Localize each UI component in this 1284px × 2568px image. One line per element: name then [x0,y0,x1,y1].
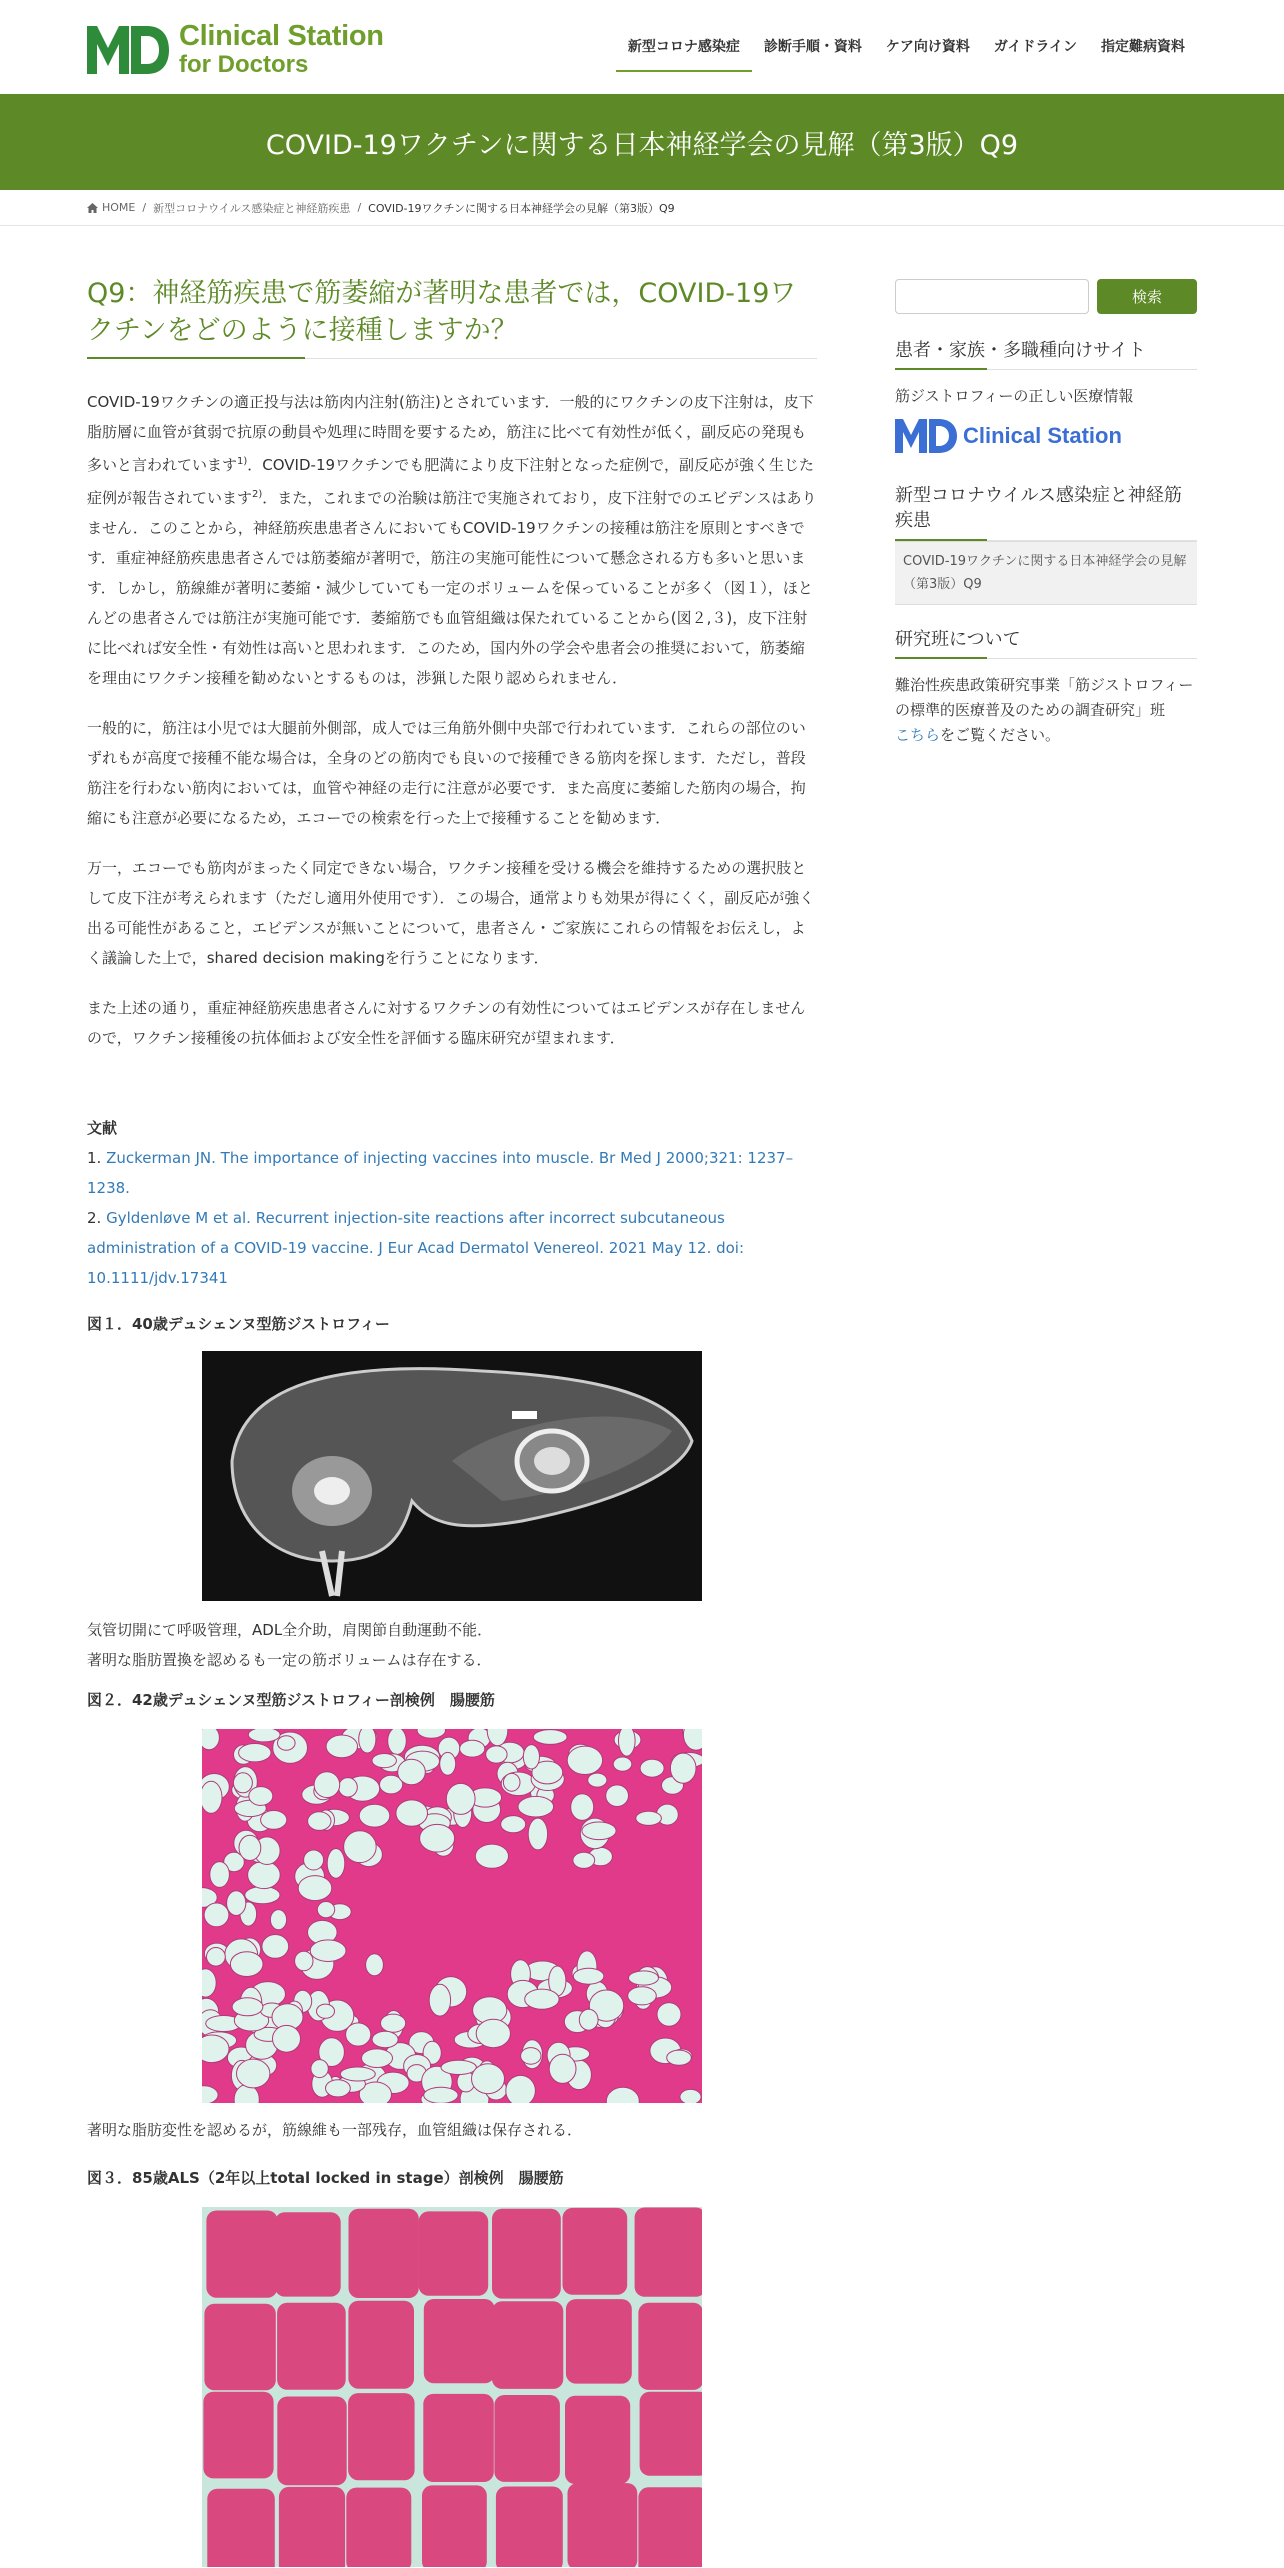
research-link-suffix: をご覧ください。 [940,725,1061,744]
sidebar-heading-patient-sites: 患者・家族・多職種向けサイト [895,338,1197,370]
md-logo-icon [87,26,169,74]
search-input[interactable] [895,279,1089,314]
sidebar-heading-covid: 新型コロナウイルス感染症と神経筋疾患 [895,483,1197,540]
search-form [895,279,1197,314]
nav-intractable[interactable]: 指定難病資料 [1101,39,1185,55]
reference-2-link[interactable]: Gyldenløve M et al. Recurrent injection-site reactions after incorrect subcutaneous administration of a COVID-19 vaccine. J Eur Acad Dermatol Venereol. 2021 May 12. doi: 10.1111/jdv.17341 [87,1208,745,1287]
paragraph-2: 一般的に，筋注は小児では大腿前外側部，成人では三角筋外側中央部で行われています．これらの部位のいずれもが高度で接種不能な場合は，全身のどの筋肉でも良いので接種できる筋肉を探します．ただし，普段筋注を行わない筋肉においては，血管や神経の走行に注意が必要です．また高度に萎縮した筋肉の場合，拘縮にも注意が必要になるため，エコーでの検索を行った上で接種することを勧めます． [87,718,806,827]
paragraph-1-part-b: ．COVID-19ワクチンでも肥満により皮下注射となった症例で，副反応が強く生じた症例が報告されています [87,455,814,507]
reference-2 [87,1203,817,1293]
clinical-station-banner[interactable] [895,419,1197,453]
figure-1-caption-2: 著明な脂肪置換を認めるも一定の筋ボリュームは存在する． [87,1650,492,1669]
figure-3-histology-image [202,2207,702,2567]
sidebar [895,279,1197,748]
reference-number: 1. [87,1148,102,1167]
research-description: 難治性疾患政策研究事業「筋ジストロフィーの標準的医療普及のための調査研究」班 [895,675,1194,719]
paragraph-4: また上述の通り，重症神経筋疾患患者さんに対するワクチンの有効性についてはエビデンスが存在しませんので，ワクチン接種後の抗体価および安全性を評価する臨床研究が望まれます． [87,998,806,1047]
site-header [0,0,1284,94]
nav-diagnosis[interactable]: 診断手順・資料 [763,39,862,55]
title-band [0,94,1284,190]
home-icon [87,203,98,213]
sidebar-text-research [895,673,1197,748]
logo-line1: Clinical Station [179,20,384,52]
breadcrumb-category[interactable]: 新型コロナウイルス感染症と神経筋疾患 [153,201,351,215]
reference-1 [87,1143,817,1203]
citation-2: 2) [252,488,263,500]
cs-logo-text: Clinical Station [963,423,1122,449]
sidebar-list-item-current[interactable]: COVID-19ワクチンに関する日本神経学会の見解（第3版）Q9 [895,541,1197,605]
sidebar-heading-research: 研究班について [895,627,1197,659]
breadcrumb-home[interactable]: HOME [102,201,136,214]
citation-1: 1) [237,455,248,467]
nav-guideline[interactable]: ガイドライン [993,39,1077,55]
logo-line2: for Doctors [179,51,309,78]
reference-number: 2. [87,1208,102,1227]
references-heading: 文献 [87,1118,118,1137]
paragraph-1-part-a: COVID-19ワクチンの適正投与法は筋肉内注射(筋注)とされています．一般的にワクチンの皮下注射は，皮下脂肪層に血管が貧弱で抗原の動員や処理に時間を要するため，筋注に比べて有効性が低く，副反応の発現も多いと言われています [87,392,814,474]
cs-md-logo-icon [895,419,957,453]
nav-covid[interactable]: 新型コロナ感染症 [616,22,752,72]
figure-3-title: 図３．85歳ALS（2年以上total locked in stage）剖検例 腸腰筋 [87,2168,564,2187]
figure-1-title: 図１．40歳デュシェンヌ型筋ジストロフィー [87,1314,390,1333]
site-logo[interactable] [87,22,384,77]
figure-2-histology-image [202,1729,702,2103]
paragraph-1 [87,387,817,693]
main-content [87,275,817,2567]
main-nav [616,22,1197,72]
breadcrumb-separator: / [357,201,362,214]
sidebar-text-muscular-dystrophy: 筋ジストロフィーの正しい医療情報 [895,387,1134,406]
figure-1-ct-image [202,1351,702,1601]
figure-2-title: 図２．42歳デュシェンヌ型筋ジストロフィー剖検例 腸腰筋 [87,1690,495,1709]
research-link[interactable]: こちら [895,725,941,744]
nav-care[interactable]: ケア向け資料 [885,39,970,55]
question-title: Q9：神経筋疾患で筋萎縮が著明な患者では，COVID-19ワクチンをどのように接種しますか？ [87,275,817,359]
figure-2-caption: 著明な脂肪変性を認めるが，筋線維も一部残存，血管組織は保存される． [87,2120,583,2139]
reference-1-link[interactable]: Zuckerman JN. The importance of injecting vaccines into muscle. Br Med J 2000;321: 1237–1238. [87,1148,794,1197]
breadcrumb-current: COVID-19ワクチンに関する日本神経学会の見解（第3版）Q9 [368,201,675,215]
search-button[interactable]: 検索 [1097,279,1197,314]
page-title: COVID-19ワクチンに関する日本神経学会の見解（第3版）Q9 [265,129,1019,161]
breadcrumb [0,190,1284,226]
figure-1-caption-1: 気管切開にて呼吸管理，ADL全介助，肩関節自動運動不能． [87,1620,493,1639]
paragraph-3: 万一，エコーでも筋肉がまったく同定できない場合，ワクチン接種を受ける機会を維持するための選択肢として皮下注が考えられます（ただし適用外使用です）．この場合，通常よりも効果が得にくく，副反応が強く出る可能性があること，エビデンスが無いことについて，患者さん・ご家族にこれらの情報をお伝えし，よく議論した上で，shared decision makingを行うことになります． [87,858,815,967]
paragraph-1-part-c: ．また，これまでの治験は筋注で実施されており，皮下注射でのエビデンスはありません．このことから，神経筋疾患患者さんにおいてもCOVID-19ワクチンの接種は筋注を原則とすべきです．重症神経筋疾患患者さんでは筋萎縮が著明で，筋注の実施可能性について懸念される方も多いと思います．しかし，筋線維が著明に萎縮・減少していても一定のボリュームを保っていることが多く（図１），ほとんどの患者さんでは筋注が実施可能です．萎縮筋でも血管組織は保たれていることから(図２,３)，皮下注射に比べれば安全性・有効性は高いと思われます．このため，国内外の学会や患者会の推奨において，筋萎縮を理由にワクチン接種を勧めないとするものは，渉猟した限り認められません． [87,488,817,687]
breadcrumb-separator: / [142,201,147,214]
